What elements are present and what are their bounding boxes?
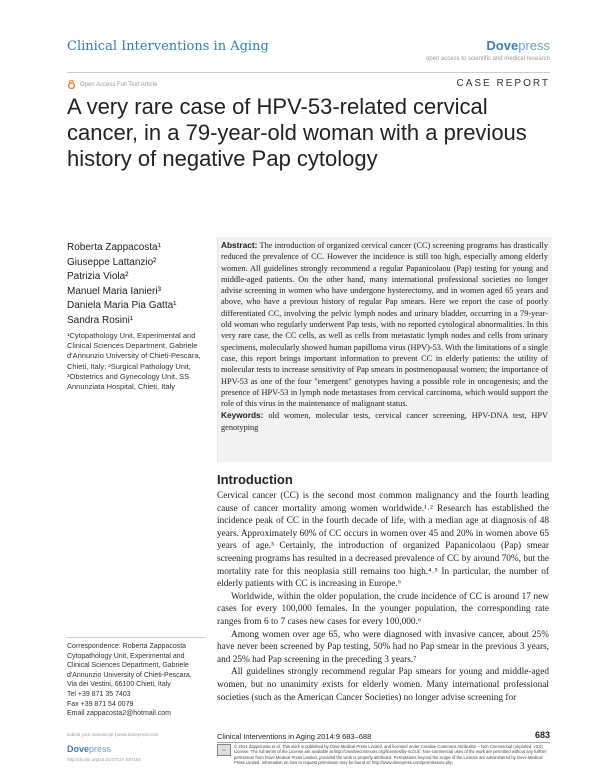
- keywords-text: old women, molecular tests, cervical cancer screening, HPV-DNA test, HPV genotyping: [221, 411, 548, 432]
- journal-reference: Clinical Interventions in Aging 2014:9 683–688: [217, 732, 372, 741]
- correspondence: [67, 642, 209, 719]
- author[interactable]: Sandra Rosini¹: [67, 314, 134, 326]
- open-access-label: [67, 80, 157, 89]
- correspondence-line: Fax +39 871 54 0079: [67, 700, 134, 708]
- open-access-icon: [67, 80, 76, 89]
- cc-license-icon[interactable]: cc: [217, 744, 231, 756]
- abstract-label: Abstract:: [221, 240, 258, 250]
- author-list: [67, 241, 207, 329]
- author[interactable]: Roberta Zappacosta¹: [67, 242, 161, 253]
- author[interactable]: Giuseppe Lattanzio²: [67, 256, 157, 268]
- license-block: [217, 744, 551, 766]
- correspondence-rule: [67, 637, 205, 638]
- publisher-logo[interactable]: [486, 38, 550, 53]
- paragraph: Among women over age 65, who were diagnosed with invasive cancer, about 25% have never been screened by Pap testing, 50% had no Pap smear in the previous 3 years, and 25% had Pap screening in the preceding 3 years.⁷: [217, 629, 549, 665]
- paragraph: All guidelines strongly recommend regular Pap smears for young and middle-aged women, but no unanimity exists for elderly women. Many international professional societies (such as the American Cancer Societies) no longer advise screening for: [217, 667, 549, 703]
- correspondence-line: Tel +39 871 35 7403: [67, 690, 131, 698]
- correspondence-line: Clinical Sciences Department, Gabriele: [67, 662, 189, 670]
- footer-rule: [217, 742, 550, 743]
- header-rule: [67, 72, 550, 73]
- open-access-text: Open Access Full Text Article: [80, 81, 158, 88]
- article-title: A very rare case of HPV-53-related cervical cancer, in a 79-year-old woman with a previous history of negative Pap cytology: [67, 94, 527, 171]
- keywords-label: Keywords:: [221, 410, 264, 421]
- author[interactable]: Daniela Maria Pia Gatta¹: [67, 300, 177, 312]
- footer-brand-rest: press: [89, 744, 112, 754]
- correspondence-email[interactable]: Email zappacosta2@hotmail.com: [67, 710, 171, 718]
- abstract-text: The introduction of organized cervical cancer (CC) screening programs has drastically reduced the prevalence of CC. However the incidence is still too high, especially among elderly women. All guidelines strongly recommend a regular Papanicolaou (Pap) testing for young and middle-aged patients. On the other hand, many international professional societies no longer advise screening in women who have undergone hysterectomy, and in women aged 65 years and above, who have a previous history of regular Pap smears. Here we report the case of poorly differentiated CC, involving the pelvic lymph nodes and urinary bladder, occurring in a 79-year-old woman who regularly underwent Pap tests, with no reported cytological abnormalities. In this very rare case, the CC cells, as well as cells from metastatic lymph nodes and cells from urinary specimens, molecularly showed human papilloma virus (HPV)-53. With the limitations of a single case, this report brings important information to prevent CC in elderly patients: the utility of molecular tests to increase sensitivity of Pap smears in postmenopausal women; the importance of HPV-53 as one of the four "emergent" genotypes having a possible role in oncogenesis; and the presence of HPV-53 in lymph node metastases from cervical carcinoma, which would support the role of this virus in the maintenance of malignant status.: [221, 241, 548, 409]
- brand-strong: Dove: [486, 38, 519, 53]
- page-number: 683: [534, 730, 550, 740]
- author[interactable]: Manuel Maria Ianieri³: [67, 285, 161, 297]
- paragraph: Cervical cancer (CC) is the second most common malignancy and the fourth leading cause of cancer mortality among women worldwide.¹˒² Research has established the incidence peak of CC in the fourth decade of life, with a median age at diagnosis of 48 years. Approximately 60% of CC occurs in women over 45 and 20% in women above 65 years of age.³ Certainly, the introduction of organized Papanicolaou (Pap) smear screening programs has resulted in a decreased prevalence of CC by around 70%, but the mortality rate for this neoplasia still remains too high.⁴˒⁵ In particular, the number of elderly patients with CC is increasing in Europe.⁶: [217, 491, 549, 590]
- correspondence-line: Correspondence: Roberta Zappacosta: [67, 643, 187, 650]
- section-heading: Introduction: [217, 472, 293, 487]
- correspondence-line: Via dei Vestini, 66100 Chieti, Italy: [67, 681, 171, 689]
- license-text: © 2014 Zappacosta et al. This work is published by Dove Medical Press Limited, and licensed under Creative Commons Attribution – Non Commercial (unported, v3.0) License. The full terms of the License are available at http://creativecommons.org/licenses/by-nc/3.0/. Non-commercial uses of the work are permitted without any further permission from Dove Medical Press Limited, provided the work is properly attributed. Permissions beyond the scope of the License are administered by Dove Medical Press Limited. Information on how to request permission may be found at: http://www.dovepress.com/permissions.php: [234, 744, 547, 766]
- brand-rest: press: [518, 38, 550, 53]
- submit-link[interactable]: submit your manuscript | www.dovepress.com: [67, 732, 159, 737]
- correspondence-line: Cytopathology Unit, Experimental and: [67, 652, 185, 660]
- journal-name: Clinical Interventions in Aging: [67, 39, 269, 54]
- correspondence-line: d'Annunzio University of Chieti-Pescara,: [67, 671, 192, 679]
- footer-brand-strong: Dove: [67, 744, 90, 754]
- paragraph: Worldwide, within the older population, the crude incidence of CC is around 17 new cases for every 100,000 females. In the younger population, the corresponding rate ranges from 6 to 7 cases new cases for every 100,000.⁶: [217, 591, 549, 627]
- affiliations: ¹Cytopathology Unit, Experimental and Clinical Sciences Department, Gabriele d'Annunzio University of Chieti-Pescara, Chieti, Italy; ²Surgical Pathology Unit, ³Obstetrics and Gynecology Unit, SS Annunziata Hospital, Chieti, Italy: [67, 331, 201, 392]
- author[interactable]: Patrizia Viola²: [67, 271, 129, 283]
- doi-link[interactable]: http://dx.doi.org/10.2147/CIA.S57184: [67, 757, 142, 762]
- abstract: [221, 240, 548, 433]
- introduction-body: [217, 490, 549, 704]
- footer-brand[interactable]: [67, 744, 111, 754]
- publisher-tagline: open access to scientific and medical research: [425, 56, 550, 62]
- article-type: CASE REPORT: [456, 78, 550, 89]
